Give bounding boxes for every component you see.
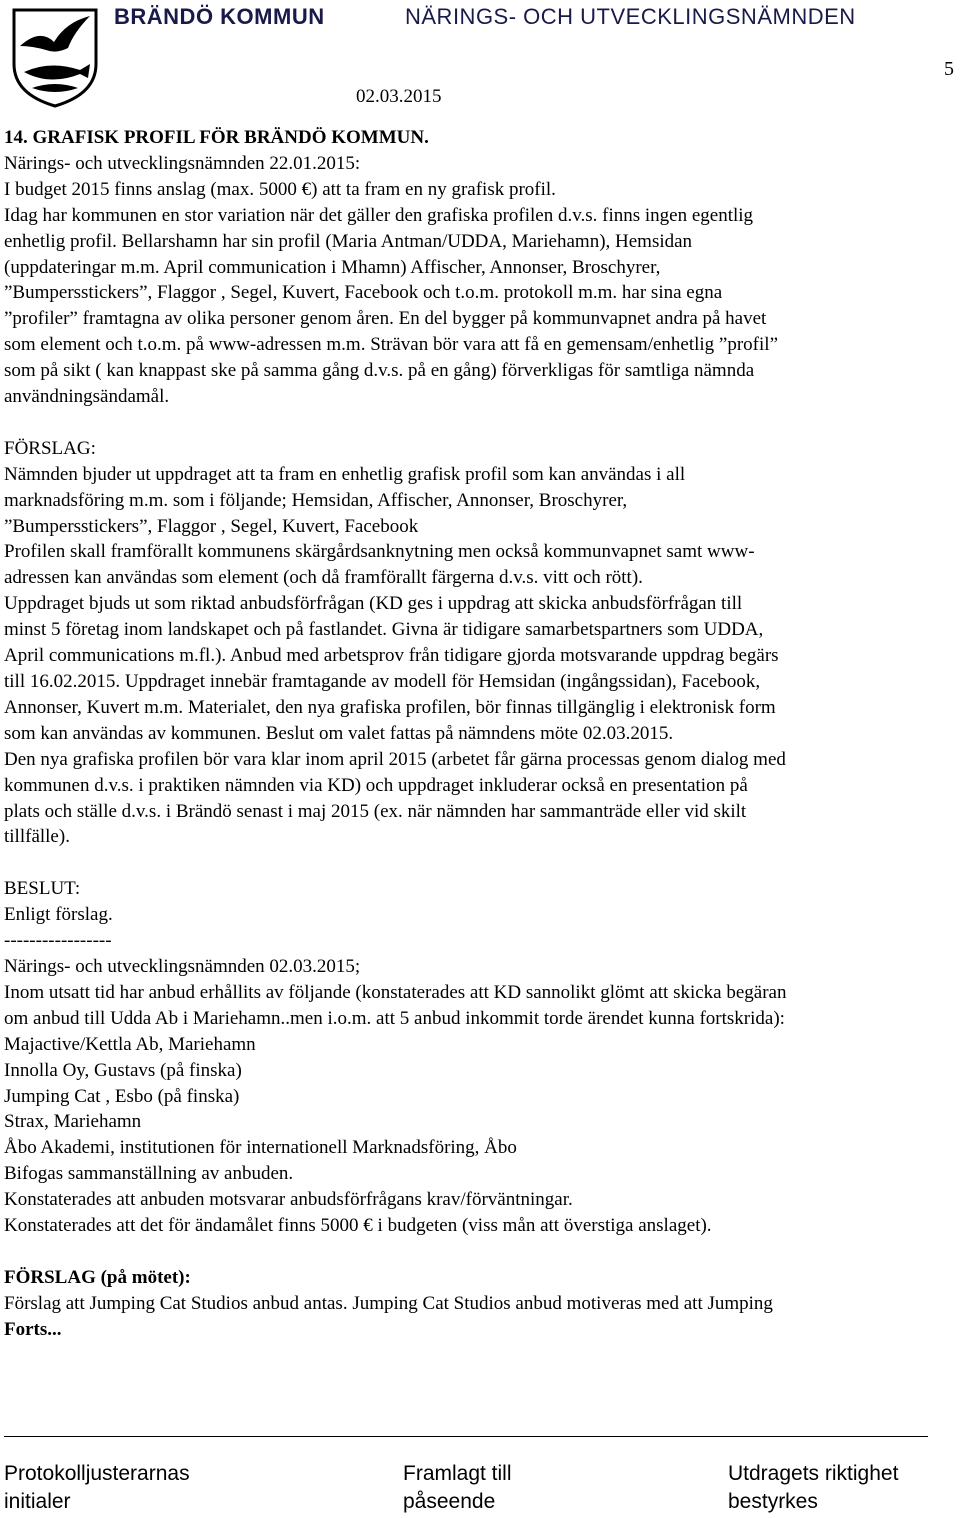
body-line: om anbud till Udda Ab i Mariehamn..men i.o.m. att 5 anbud inkommit torde ärendet kunna fortskrida): [4, 1007, 785, 1029]
department-name: NÄRINGS- OCH UTVECKLINGSNÄMNDEN [405, 4, 856, 29]
body-line: ”Bumpersstickers”, Flaggor , Segel, Kuvert, Facebook och t.o.m. protokoll m.m. har sina egna [4, 282, 723, 304]
body-line: Annonser, Kuvert m.m. Materialet, den nya grafiska profilen, bör finnas tillgänglig i elektronisk form [4, 696, 776, 718]
footer-label: påseende [403, 1490, 496, 1513]
footer-label: Framlagt till [403, 1462, 512, 1485]
bidder-item: Majactive/Kettla Ab, Mariehamn [4, 1033, 256, 1055]
body-line: som på sikt ( kan knappast ske på samma gång d.v.s. på en gång) förverkligas för samtliga nämnda [4, 360, 755, 382]
body-line: April communications m.fl.). Anbud med arbetsprov från tidigare gjorda motsvarande uppdrag begärs [4, 645, 779, 667]
decision-heading: BESLUT: [4, 878, 81, 900]
body-line: kommunen d.v.s. i praktiken nämnden via KD) och uppdraget inkluderar också en presentation på [4, 774, 748, 796]
page-number: 5 [944, 58, 954, 80]
body-line: Bifogas sammanställning av anbuden. [4, 1163, 294, 1185]
footer-certification [728, 1460, 898, 1516]
header-date: 02.03.2015 [356, 86, 442, 107]
meeting-proposal-heading: FÖRSLAG (på mötet): [4, 1266, 191, 1288]
bidder-item: Strax, Mariehamn [4, 1111, 142, 1133]
body-line: användningsändamål. [4, 386, 170, 408]
footer-divider [4, 1436, 928, 1437]
body-line: enhetlig profil. Bellarshamn har sin profil (Maria Antman/UDDA, Mariehamn), Hemsidan [4, 230, 693, 252]
body-line: Konstaterades att anbuden motsvarar anbudsförfrågans krav/förväntningar. [4, 1189, 573, 1211]
body-line: Närings- och utvecklingsnämnden 22.01.2015: [4, 152, 361, 174]
body-line: Närings- och utvecklingsnämnden 02.03.2015; [4, 955, 361, 977]
body-line: ”profiler” framtagna av olika personer genom åren. En del bygger på kommunvapnet andra på havet [4, 308, 767, 330]
body-line: Förslag att Jumping Cat Studios anbud antas. Jumping Cat Studios anbud motiveras med att Jumping [4, 1292, 773, 1314]
body-line: adressen kan användas som element (och då framförallt färgerna d.v.s. vitt och rött). [4, 567, 643, 589]
body-line: som element och t.o.m. på www-adressen m.m. Strävan bör vara att få en gemensam/enhetlig ”profil” [4, 334, 778, 356]
document-body [4, 125, 954, 1343]
org-name: BRÄNDÖ KOMMUN [114, 4, 325, 29]
body-line: Enligt förslag. [4, 904, 113, 926]
body-line: tillfälle). [4, 826, 70, 848]
proposal-heading: FÖRSLAG: [4, 437, 96, 459]
body-line: Profilen skall framförallt kommunens skärgårdsanknytning men också kommunvapnet samt www- [4, 541, 755, 563]
body-line: ”Bumpersstickers”, Flaggor , Segel, Kuvert, Facebook [4, 515, 419, 537]
footer-label: bestyrkes [728, 1490, 818, 1513]
footer-label: Protokolljusterarnas [4, 1462, 190, 1485]
body-line: minst 5 företag inom landskapet och på fastlandet. Givna är tidigare samarbetspartners som UDDA, [4, 619, 764, 641]
body-line: till 16.02.2015. Uppdraget innebär framtagande av modell för Hemsidan (ingångssidan), Facebook, [4, 671, 761, 693]
body-line: Uppdraget bjuds ut som riktad anbudsförfrågan (KD ges i uppdrag att skicka anbudsförfrågan till [4, 593, 743, 615]
blank-line [4, 1239, 954, 1265]
body-line: Idag har kommunen en stor variation när det gäller den grafiska profilen d.v.s. finns ingen egentlig [4, 204, 754, 226]
blank-line [4, 850, 954, 876]
continued-marker: Forts... [4, 1318, 62, 1340]
footer-label: Utdragets riktighet [728, 1462, 899, 1485]
separator-line: ----------------- [4, 930, 112, 952]
body-line: Den nya grafiska profilen bör vara klar inom april 2015 (arbetet får gärna processas genom dialog med [4, 748, 786, 770]
bidder-item: Innolla Oy, Gustavs (på finska) [4, 1059, 242, 1081]
footer-signature-initials [4, 1460, 190, 1516]
municipal-crest-icon [10, 6, 100, 110]
body-line: I budget 2015 finns anslag (max. 5000 €) att ta fram en ny grafisk profil. [4, 178, 556, 200]
blank-line [4, 410, 954, 436]
body-line: (uppdateringar m.m. April communication i Mhamn) Affischer, Annonser, Broschyrer, [4, 256, 661, 278]
section-heading: 14. GRAFISK PROFIL FÖR BRÄNDÖ KOMMUN. [4, 127, 429, 148]
bidder-item: Åbo Akademi, institutionen för internationell Marknadsföring, Åbo [4, 1137, 517, 1159]
bidder-item: Jumping Cat , Esbo (på finska) [4, 1085, 240, 1107]
body-line: marknadsföring m.m. som i följande; Hemsidan, Affischer, Annonser, Broschyrer, [4, 489, 628, 511]
body-line: Inom utsatt tid har anbud erhållits av följande (konstaterades att KD sannolikt glömt att skicka begäran [4, 981, 787, 1003]
body-line: Konstaterades att det för ändamålet finns 5000 € i budgeten (viss mån att överstiga anslaget). [4, 1215, 712, 1237]
footer-public-display [403, 1460, 512, 1516]
body-line: som kan användas av kommunen. Beslut om valet fattas på nämndens möte 02.03.2015. [4, 722, 674, 744]
body-line: Nämnden bjuder ut uppdraget att ta fram en enhetlig grafisk profil som kan användas i all [4, 463, 686, 485]
body-line: plats och ställe d.v.s. i Brändö senast i maj 2015 (ex. när nämnden har sammanträde eller vid skilt [4, 800, 747, 822]
footer-label: initialer [4, 1490, 71, 1513]
